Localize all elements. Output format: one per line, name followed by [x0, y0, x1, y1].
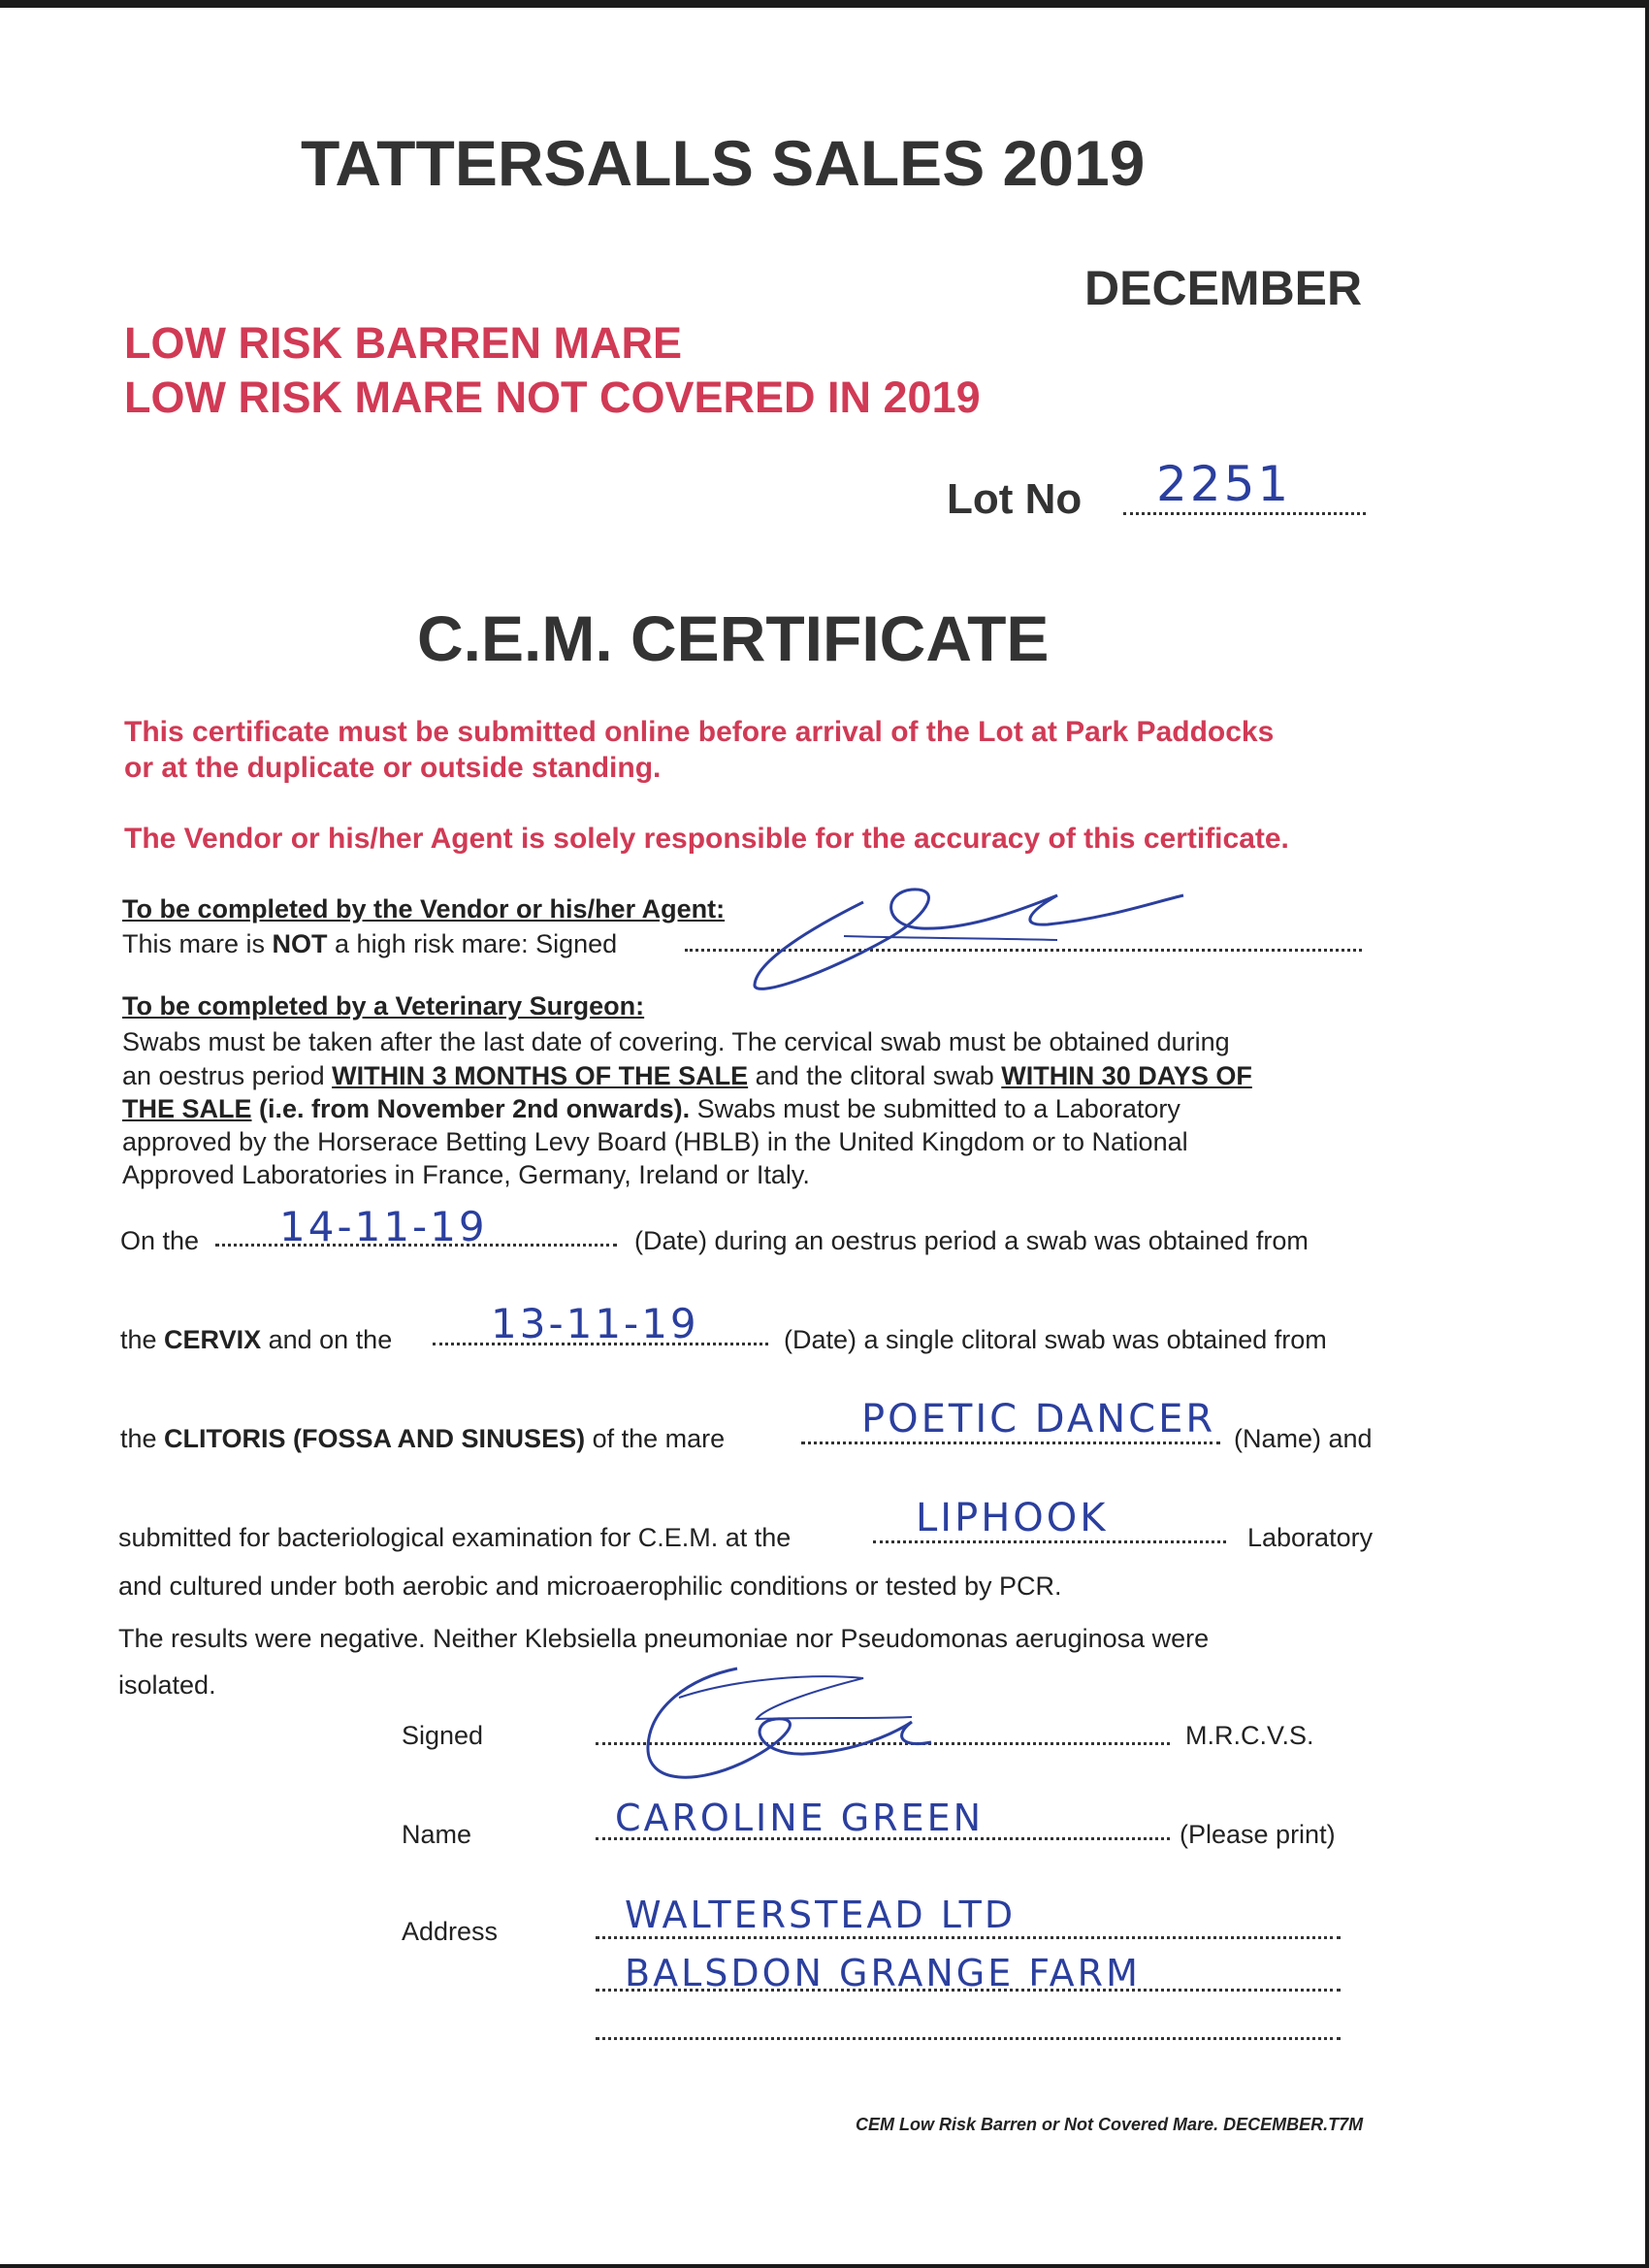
please-print-label: (Please print) — [1180, 1820, 1336, 1849]
submission-notice-line-1: This certificate must be submitted online before arrival of the Lot at Park Paddocks — [124, 716, 1275, 748]
scan-edge-bottom — [0, 2264, 1649, 2268]
signed-label: Signed — [402, 1721, 484, 1750]
lot-number-field[interactable] — [1123, 456, 1374, 518]
vet-paragraph-line-3: THE SALE (i.e. from November 2nd onwards). Swabs must be submitted to a Laboratory — [122, 1094, 1180, 1123]
laboratory-value: LIPHOOK — [916, 1496, 1109, 1540]
name-label: Name — [402, 1820, 472, 1849]
date-oestrus-text: (Date) during an oestrus period a swab was obtained from — [634, 1226, 1309, 1255]
lot-number-value: 2251 — [1156, 456, 1292, 512]
clitoral-date-value: 13-11-19 — [491, 1300, 699, 1347]
responsibility-notice: The Vendor or his/her Agent is solely responsible for the accuracy of this certificate. — [124, 823, 1289, 855]
address-label: Address — [402, 1917, 499, 1946]
cervix-line: the CERVIX and on the — [120, 1325, 393, 1354]
document-title: TATTERSALLS SALES 2019 — [301, 127, 1146, 199]
scan-edge-top — [0, 0, 1649, 8]
scan-edge-right — [1645, 0, 1649, 2268]
cultured-text: and cultured under both aerobic and microaerophilic conditions or tested by PCR. — [118, 1571, 1062, 1601]
certificate-title: C.E.M. CERTIFICATE — [417, 602, 1050, 674]
category-line-2: LOW RISK MARE NOT COVERED IN 2019 — [124, 373, 981, 422]
category-line-1: LOW RISK BARREN MARE — [124, 318, 682, 368]
vet-paragraph-line-1: Swabs must be taken after the last date of covering. The cervical swab must be obtained during — [122, 1027, 1230, 1056]
laboratory-label: Laboratory — [1247, 1523, 1374, 1552]
address-line-2-value: BALSDON GRANGE FARM — [625, 1952, 1141, 1994]
vet-name-value: CAROLINE GREEN — [615, 1797, 985, 1839]
address-line-1-field[interactable] — [596, 1892, 1342, 1942]
results-line-1: The results were negative. Neither Klebsiella pneumoniae nor Pseudomonas aeruginosa were — [118, 1624, 1210, 1653]
vet-paragraph-line-5: Approved Laboratories in France, Germany, Ireland or Italy. — [122, 1160, 810, 1189]
address-line-1-value: WALTERSTEAD LTD — [625, 1894, 1017, 1936]
vendor-signature-mark — [737, 868, 1203, 1004]
submission-notice-line-2: or at the duplicate or outside standing. — [124, 752, 662, 784]
address-line-2-field[interactable] — [596, 1950, 1342, 2000]
on-the-label: On the — [120, 1226, 200, 1255]
name-and-text: (Name) and — [1234, 1424, 1373, 1453]
vet-paragraph-line-2: an oestrus period WITHIN 3 MONTHS OF THE SALE and the clitoral swab WITHIN 30 DAYS OF — [122, 1061, 1252, 1090]
date-single-text: (Date) a single clitoral swab was obtained from — [784, 1325, 1327, 1354]
submitted-for-text: submitted for bacteriological examination for C.E.M. at the — [118, 1523, 792, 1552]
vendor-declaration: This mare is NOT a high risk mare: Signed — [122, 929, 618, 958]
cervix-date-value: 14-11-19 — [279, 1203, 488, 1250]
vet-section-heading: To be completed by a Veterinary Surgeon: — [122, 991, 645, 1021]
clitoral-date-field[interactable] — [433, 1300, 770, 1350]
mare-name-field[interactable] — [801, 1397, 1222, 1449]
lot-number-label: Lot No — [947, 475, 1083, 523]
cervix-date-field[interactable] — [215, 1203, 619, 1253]
vet-name-field[interactable] — [596, 1795, 1172, 1845]
address-line-3-field[interactable] — [596, 2008, 1342, 2047]
laboratory-field[interactable] — [873, 1496, 1228, 1548]
footer-reference: CEM Low Risk Barren or Not Covered Mare. DECEMBER.T7M — [856, 2115, 1364, 2134]
mrcvs-label: M.R.C.V.S. — [1185, 1721, 1314, 1750]
sale-month: DECEMBER — [1084, 261, 1363, 315]
clitoris-line: the CLITORIS (FOSSA AND SINUSES) of the mare — [120, 1424, 726, 1453]
vet-signature-mark — [621, 1649, 951, 1795]
mare-name-value: POETIC DANCER — [861, 1397, 1216, 1442]
vet-paragraph-line-4: approved by the Horserace Betting Levy Board (HBLB) in the United Kingdom or to National — [122, 1127, 1188, 1156]
vendor-section-heading: To be completed by the Vendor or his/her Agent: — [122, 894, 726, 923]
results-line-2: isolated. — [118, 1670, 216, 1700]
